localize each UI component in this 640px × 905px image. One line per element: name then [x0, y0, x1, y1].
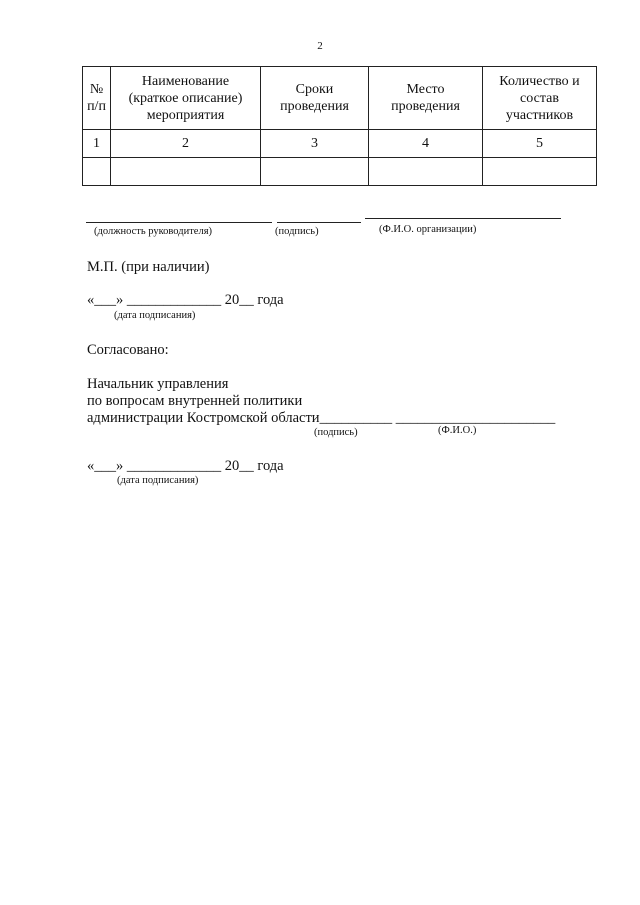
header-participants-text: Количество и состав участников	[499, 73, 580, 123]
date-line-2: «___» _____________ 20__ года	[87, 458, 284, 474]
approver-name-caption: (Ф.И.О.)	[438, 425, 477, 436]
position-line	[86, 222, 272, 223]
name-line	[365, 218, 561, 219]
header-number	[83, 67, 111, 130]
page-number: 2	[317, 40, 323, 52]
table-cell: 3	[261, 130, 369, 158]
table-cell: 2	[111, 130, 261, 158]
signature-caption: (подпись)	[275, 226, 319, 237]
events-table	[82, 66, 597, 186]
table-cell[interactable]	[111, 158, 261, 186]
approver-line-1: Начальник управления	[87, 376, 229, 392]
header-place-text: Место проведения	[391, 82, 460, 114]
signature-line	[277, 222, 361, 223]
table-cell: 5	[483, 130, 597, 158]
position-caption: (должность руководителя)	[94, 226, 213, 237]
header-dates-text: Сроки проведения	[280, 82, 349, 114]
approver-signature-caption: (подпись)	[314, 427, 358, 438]
table-header-row	[83, 67, 597, 130]
approver-block	[87, 376, 555, 427]
table-row-empty	[83, 158, 597, 186]
date-caption-1: (дата подписания)	[114, 310, 196, 321]
table-cell[interactable]	[83, 158, 111, 186]
approver-line-2: по вопросам внутренней политики	[87, 393, 303, 409]
table-row	[83, 130, 597, 158]
name-caption: (Ф.И.О. организации)	[379, 224, 477, 235]
table-cell[interactable]	[369, 158, 483, 186]
header-place	[369, 67, 483, 130]
header-name-text: Наименование (краткое описание) мероприятия	[128, 73, 243, 123]
header-number-text: № п/п	[87, 82, 106, 114]
date-caption-2: (дата подписания)	[117, 475, 199, 486]
date-line-1: «___» _____________ 20__ года	[87, 292, 284, 308]
approver-line-3: администрации Костромской области__________ ______________________	[87, 410, 556, 426]
stamp-text: М.П. (при наличии)	[87, 259, 210, 275]
table-cell: 1	[83, 130, 111, 158]
header-participants	[483, 67, 597, 130]
header-name	[111, 67, 261, 130]
header-dates	[261, 67, 369, 130]
agreed-label: Согласовано:	[87, 342, 169, 358]
table-cell: 4	[369, 130, 483, 158]
table-cell[interactable]	[261, 158, 369, 186]
table-cell[interactable]	[483, 158, 597, 186]
